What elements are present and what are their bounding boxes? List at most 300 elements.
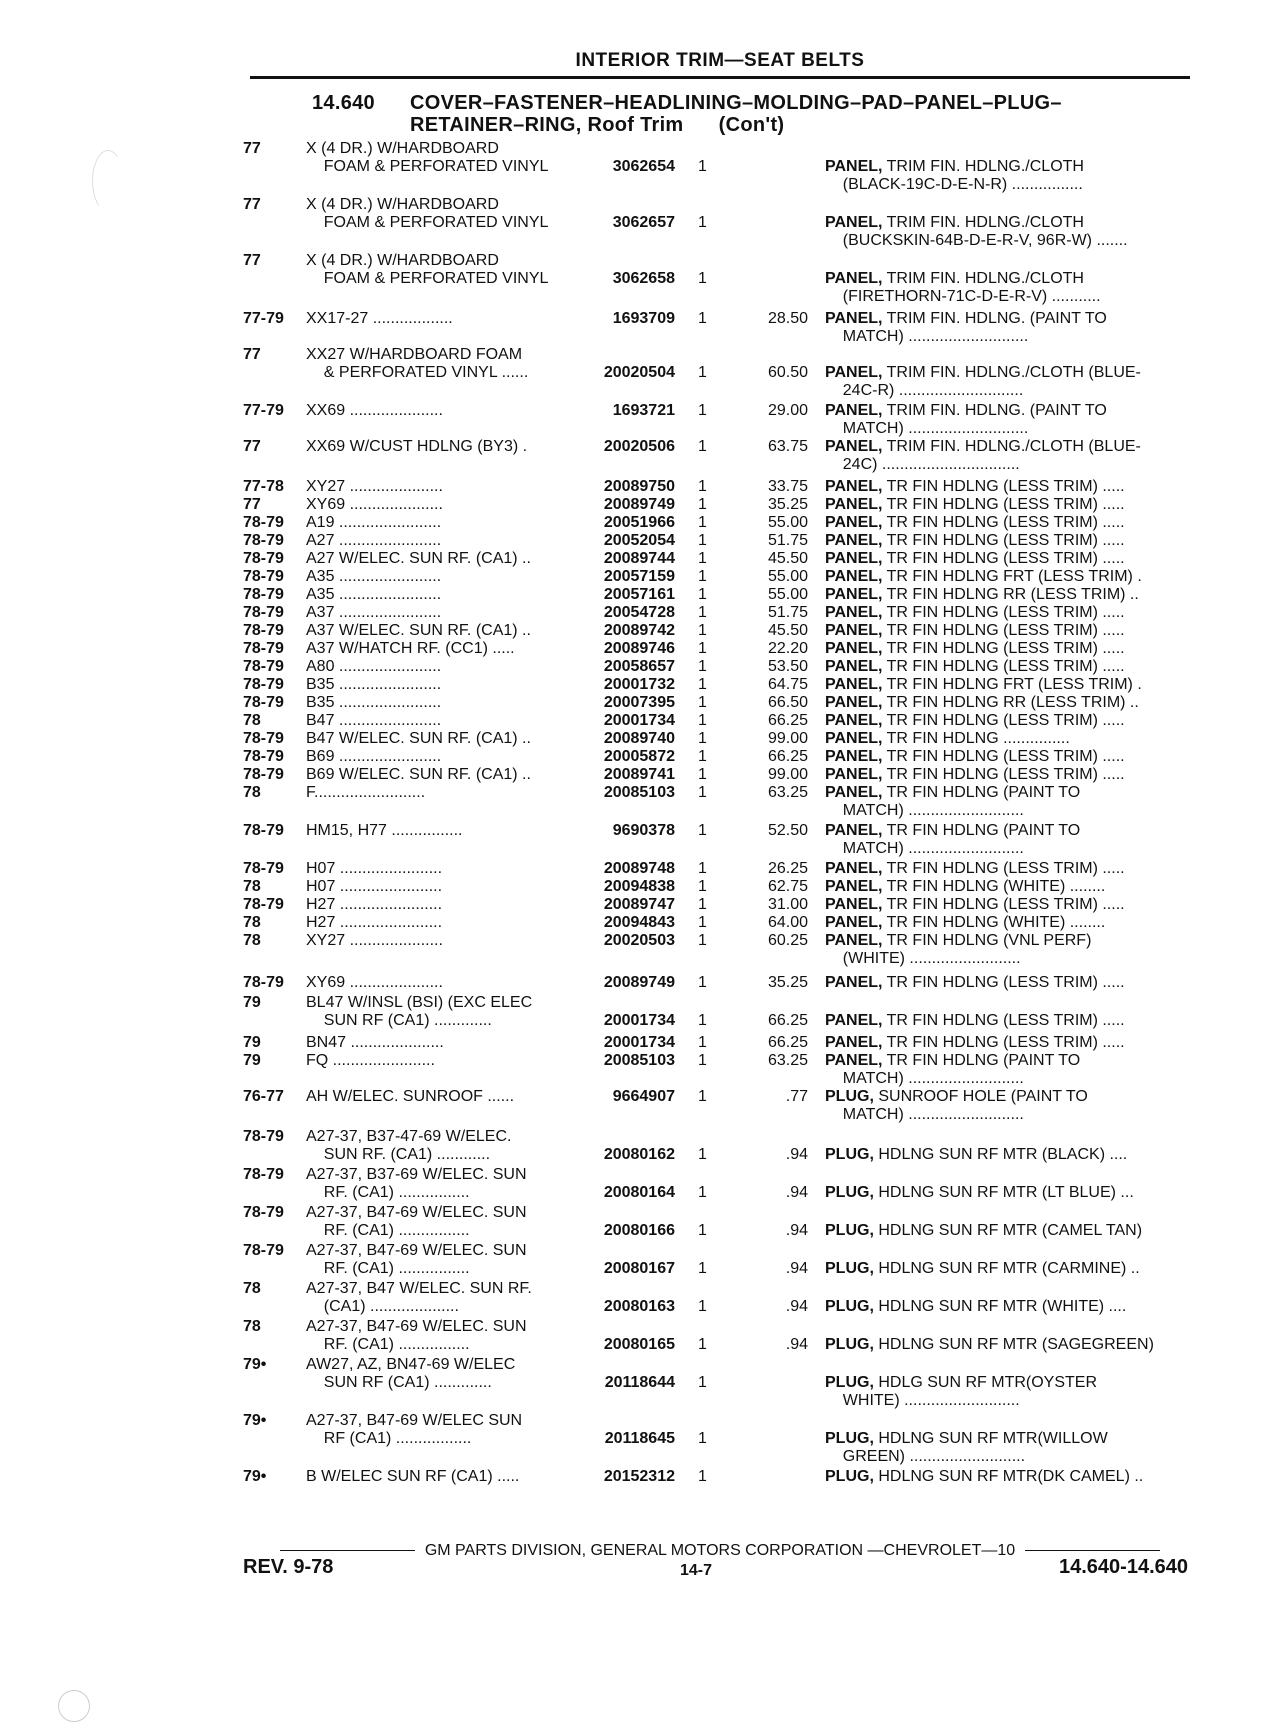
model-description: HM15, H77 ................ [306, 822, 463, 839]
quantity: 1 [698, 694, 707, 711]
quantity: 1 [698, 712, 707, 729]
part-number: 20020504 [603, 364, 675, 381]
list-price: .94 [785, 1336, 808, 1353]
list-price: 22.20 [767, 640, 808, 657]
part-name [825, 1184, 1197, 1202]
part-number: 20057159 [603, 568, 675, 585]
part-number: 3062657 [612, 214, 675, 231]
quantity: 1 [698, 1430, 707, 1447]
part-name [825, 1336, 1197, 1354]
part-name-detail: TR FIN HDLNG (LESS TRIM) ..... [882, 1012, 1125, 1029]
model-year: 79 [243, 1052, 261, 1069]
part-keyword: PANEL, [825, 604, 883, 621]
part-name-detail: TR FIN HDLNG (LESS TRIM) ..... [882, 496, 1125, 513]
part-name-detail: TR FIN HDLNG FRT (LESS TRIM) . [882, 568, 1142, 585]
list-price: .94 [785, 1184, 808, 1201]
part-name-detail: TR FIN HDLNG FRT (LESS TRIM) . [882, 676, 1142, 693]
part-name-detail: TR FIN HDLNG (LESS TRIM) ..... [882, 766, 1125, 783]
model-description: B35 ....................... [306, 676, 442, 693]
list-price: 29.00 [767, 402, 808, 419]
part-name [825, 1052, 1197, 1088]
part-name-detail: TR FIN HDLNG (WHITE) ........ [882, 914, 1106, 931]
part-name-detail: TR FIN HDLNG (LESS TRIM) ..... [882, 514, 1125, 531]
part-number: 20054728 [603, 604, 675, 621]
quantity: 1 [698, 478, 707, 495]
model-description: B69 W/ELEC. SUN RF. (CA1) .. [306, 766, 531, 783]
list-price: 33.75 [767, 478, 808, 495]
part-number: 20152312 [603, 1468, 675, 1485]
part-name-detail: TR FIN HDLNG (LESS TRIM) ..... [882, 478, 1125, 495]
part-keyword: PANEL, [825, 878, 883, 895]
part-name-detail: SUNROOF HOLE (PAINT TO MATCH) .......................... [842, 1088, 1088, 1123]
quantity: 1 [698, 860, 707, 877]
quantity: 1 [698, 1336, 707, 1353]
model-year: 78 [243, 1318, 261, 1335]
list-price: 35.25 [767, 974, 808, 991]
part-name-detail: TR FIN HDLNG (LESS TRIM) ..... [882, 550, 1125, 567]
list-price: 26.25 [767, 860, 808, 877]
model-description: A27-37, B47-69 W/ELEC. SUN RF. (CA1) ................ [306, 1242, 527, 1277]
quantity: 1 [698, 586, 707, 603]
part-name [825, 550, 1197, 568]
quantity: 1 [698, 878, 707, 895]
list-price: 35.25 [767, 496, 808, 513]
part-keyword: PANEL, [825, 478, 883, 495]
model-description: AH W/ELEC. SUNROOF ...... [306, 1088, 515, 1105]
model-description: A27-37, B37-69 W/ELEC. SUN RF. (CA1) ................ [306, 1166, 527, 1201]
model-description: A19 ....................... [306, 514, 442, 531]
part-number: 20089740 [603, 730, 675, 747]
part-name [825, 860, 1197, 878]
quantity: 1 [698, 402, 707, 419]
part-keyword: PANEL, [825, 310, 883, 327]
part-number: 20001734 [603, 1034, 675, 1051]
model-description: X (4 DR.) W/HARDBOARD FOAM & PERFORATED VINYL [306, 140, 549, 175]
quantity: 1 [698, 604, 707, 621]
model-year: 78 [243, 1280, 261, 1297]
model-year: 79 [243, 994, 261, 1011]
part-number: 20085103 [603, 784, 675, 801]
model-description: BN47 ..................... [306, 1034, 444, 1051]
model-year: 78-79 [243, 676, 284, 693]
footer-publisher-text: GM PARTS DIVISION, GENERAL MOTORS CORPORATION —CHEVROLET—10 [424, 1542, 1016, 1559]
part-number: 20089748 [603, 860, 675, 877]
part-number: 20089746 [603, 640, 675, 657]
list-price: 51.75 [767, 604, 808, 621]
part-keyword: PANEL, [825, 694, 883, 711]
section-title-text1: COVER–FASTENER–HEADLINING–MOLDING–PAD–PANEL–PLUG– [410, 92, 1062, 114]
part-name [825, 514, 1197, 532]
model-year: 78 [243, 784, 261, 801]
list-price: 55.00 [767, 514, 808, 531]
model-year: 76-77 [243, 1088, 284, 1105]
part-keyword: PANEL, [825, 932, 883, 949]
model-description: A27-37, B47-69 W/ELEC SUN RF (CA1) ................. [306, 1412, 523, 1447]
list-price: .94 [785, 1222, 808, 1239]
model-year: 78-79 [243, 622, 284, 639]
model-description: AW27, AZ, BN47-69 W/ELEC SUN RF (CA1) ............. [306, 1356, 516, 1391]
part-name [825, 1034, 1197, 1052]
quantity: 1 [698, 640, 707, 657]
model-year: 77-79 [243, 310, 284, 327]
model-year: 78-79 [243, 640, 284, 657]
part-number: 20118645 [604, 1430, 675, 1447]
list-price: 66.25 [767, 1034, 808, 1051]
part-name [825, 496, 1197, 514]
part-keyword: PLUG, [825, 1184, 874, 1201]
quantity: 1 [698, 784, 707, 801]
model-description: XY27 ..................... [306, 478, 443, 495]
part-name-detail: TR FIN HDLNG (PAINT TO MATCH) .......................... [842, 1052, 1081, 1087]
part-keyword: PANEL, [825, 860, 883, 877]
part-keyword: PANEL, [825, 438, 883, 455]
model-year: 78-79 [243, 514, 284, 531]
part-keyword: PANEL, [825, 730, 883, 747]
model-description: H27 ....................... [306, 896, 443, 913]
part-name-detail: TR FIN HDLNG (LESS TRIM) ..... [882, 712, 1125, 729]
part-number: 20001734 [603, 1012, 675, 1029]
part-number: 20118644 [604, 1374, 675, 1391]
model-year: 77-79 [243, 402, 284, 419]
model-year: 78-79 [243, 896, 284, 913]
part-number: 20080166 [603, 1222, 675, 1239]
part-keyword: PANEL, [825, 974, 883, 991]
model-description: X (4 DR.) W/HARDBOARD FOAM & PERFORATED VINYL [306, 196, 549, 231]
part-name [825, 604, 1197, 622]
list-price: 31.00 [767, 896, 808, 913]
margin-punch-mark [58, 1690, 90, 1722]
model-description: BL47 W/INSL (BSI) (EXC ELEC SUN RF (CA1) ............. [306, 994, 533, 1029]
part-keyword: PANEL, [825, 586, 883, 603]
part-name-detail: TR FIN HDLNG (LESS TRIM) ..... [882, 896, 1125, 913]
part-number: 20094843 [603, 914, 675, 931]
model-year: 77-78 [243, 478, 284, 495]
model-year: 78-79 [243, 532, 284, 549]
model-description: A37 ....................... [306, 604, 442, 621]
part-name-detail: TR FIN HDLNG (LESS TRIM) ..... [882, 604, 1125, 621]
model-description: A35 ....................... [306, 586, 442, 603]
quantity: 1 [698, 270, 707, 287]
part-name-detail: TRIM FIN. HDLNG./CLOTH (BLUE- 24C-R) ............................ [842, 364, 1141, 399]
model-year: 78-79 [243, 1166, 284, 1183]
quantity: 1 [698, 1012, 707, 1029]
part-name-detail: TR FIN HDLNG (PAINT TO MATCH) .......................... [842, 784, 1081, 819]
list-price: 99.00 [767, 766, 808, 783]
list-price: .77 [785, 1088, 808, 1105]
part-name [825, 748, 1197, 766]
part-keyword: PANEL, [825, 676, 883, 693]
list-price: 28.50 [767, 310, 808, 327]
part-keyword: PLUG, [825, 1298, 874, 1315]
section-title-text2: RETAINER–RING, Roof Trim [410, 114, 684, 136]
part-keyword: PANEL, [825, 640, 883, 657]
model-description: A27-37, B47-69 W/ELEC. SUN RF. (CA1) ................ [306, 1318, 527, 1353]
part-number: 20020503 [603, 932, 675, 949]
part-keyword: PANEL, [825, 748, 883, 765]
part-number: 20057161 [603, 586, 675, 603]
list-price: 66.50 [767, 694, 808, 711]
part-name [825, 896, 1197, 914]
part-keyword: PANEL, [825, 712, 883, 729]
quantity: 1 [698, 1374, 707, 1391]
quantity: 1 [698, 1088, 707, 1105]
list-price: 66.25 [767, 1012, 808, 1029]
part-name [825, 568, 1197, 586]
part-name [825, 270, 1197, 306]
model-year: 78-79 [243, 550, 284, 567]
part-number: 20080163 [603, 1298, 675, 1315]
model-year: 78 [243, 712, 261, 729]
part-name [825, 712, 1197, 730]
part-name-detail: HDLNG SUN RF MTR (BLACK) .... [873, 1146, 1128, 1163]
list-price: .94 [785, 1298, 808, 1315]
part-keyword: PANEL, [825, 402, 883, 419]
list-price: 55.00 [767, 586, 808, 603]
part-number: 20089742 [603, 622, 675, 639]
model-year: 77 [243, 196, 261, 213]
footer-rule-left [280, 1550, 415, 1551]
part-keyword: PLUG, [825, 1088, 874, 1105]
part-number: 20058657 [603, 658, 675, 675]
part-name [825, 478, 1197, 496]
quantity: 1 [698, 1184, 707, 1201]
part-name-detail: TRIM FIN. HDLNG./CLOTH (BUCKSKIN-64B-D-E-R-V, 96R-W) ....... [842, 214, 1128, 249]
part-name [825, 676, 1197, 694]
quantity: 1 [698, 1222, 707, 1239]
margin-punch-mark [92, 150, 124, 212]
part-name [825, 1088, 1197, 1124]
list-price: 45.50 [767, 622, 808, 639]
model-description: XX17-27 .................. [306, 310, 453, 327]
part-keyword: PANEL, [825, 1012, 883, 1029]
model-year: 78-79 [243, 766, 284, 783]
part-number: 20080167 [603, 1260, 675, 1277]
quantity: 1 [698, 766, 707, 783]
part-name-detail: HDLNG SUN RF MTR(DK CAMEL) .. [873, 1468, 1144, 1485]
model-year: 77 [243, 496, 261, 513]
part-name [825, 158, 1197, 194]
part-name [825, 784, 1197, 820]
part-name [825, 932, 1197, 968]
quantity: 1 [698, 438, 707, 455]
part-name [825, 214, 1197, 250]
part-number: 9690378 [612, 822, 675, 839]
part-name-detail: TRIM FIN. HDLNG. (PAINT TO MATCH) ........................... [842, 402, 1107, 437]
quantity: 1 [698, 1260, 707, 1277]
list-price: 53.50 [767, 658, 808, 675]
part-name-detail: HDLNG SUN RF MTR (CAMEL TAN) [873, 1222, 1143, 1239]
part-name-detail: TR FIN HDLNG RR (LESS TRIM) .. [882, 586, 1139, 603]
model-description: H27 ....................... [306, 914, 443, 931]
list-price: 55.00 [767, 568, 808, 585]
list-price: .94 [785, 1260, 808, 1277]
part-name [825, 1222, 1197, 1240]
part-keyword: PANEL, [825, 270, 883, 287]
footer-section-range: 14.640-14.640 [1058, 1556, 1188, 1578]
model-year: 78 [243, 932, 261, 949]
model-description: A27-37, B37-47-69 W/ELEC. SUN RF. (CA1) ............ [306, 1128, 512, 1163]
model-description: XY69 ..................... [306, 496, 443, 513]
model-year: 77 [243, 346, 261, 363]
part-name-detail: HDLNG SUN RF MTR (LT BLUE) ... [873, 1184, 1134, 1201]
model-description: H07 ....................... [306, 860, 443, 877]
part-name [825, 1146, 1197, 1164]
model-description: A37 W/ELEC. SUN RF. (CA1) .. [306, 622, 531, 639]
part-number: 20052054 [603, 532, 675, 549]
part-name [825, 974, 1197, 992]
part-name-detail: TR FIN HDLNG (LESS TRIM) ..... [882, 658, 1125, 675]
part-number: 1693709 [612, 310, 675, 327]
list-price: 60.50 [767, 364, 808, 381]
part-name [825, 640, 1197, 658]
list-price: 62.75 [767, 878, 808, 895]
part-name [825, 878, 1197, 896]
model-description: XX69 ..................... [306, 402, 443, 419]
list-price: 64.75 [767, 676, 808, 693]
model-description: B W/ELEC SUN RF (CA1) ..... [306, 1468, 520, 1485]
list-price: 64.00 [767, 914, 808, 931]
list-price: 52.50 [767, 822, 808, 839]
model-year: 77 [243, 438, 261, 455]
model-year: 78-79 [243, 822, 284, 839]
model-year: 78-79 [243, 730, 284, 747]
part-number: 20001734 [603, 712, 675, 729]
part-keyword: PANEL, [825, 364, 883, 381]
part-number: 20080164 [603, 1184, 675, 1201]
part-name [825, 1430, 1197, 1466]
part-name [825, 1468, 1197, 1486]
part-number: 20001732 [603, 676, 675, 693]
model-description: B35 ....................... [306, 694, 442, 711]
part-keyword: PANEL, [825, 896, 883, 913]
quantity: 1 [698, 214, 707, 231]
part-number: 20089750 [603, 478, 675, 495]
part-name-detail: TR FIN HDLNG (LESS TRIM) ..... [882, 974, 1125, 991]
part-keyword: PANEL, [825, 532, 883, 549]
part-number: 20089749 [603, 496, 675, 513]
part-name [825, 822, 1197, 858]
model-description: XY69 ..................... [306, 974, 443, 991]
list-price: 63.75 [767, 438, 808, 455]
part-name [825, 586, 1197, 604]
model-year: 78-79 [243, 1242, 284, 1259]
model-year: 78-79 [243, 860, 284, 877]
model-year: 78-79 [243, 1204, 284, 1221]
section-title-line1 [312, 92, 1062, 114]
part-number: 20051966 [603, 514, 675, 531]
part-name-detail: TRIM FIN. HDLNG./CLOTH (BLUE- 24C) ............................... [842, 438, 1141, 473]
part-number: 20080165 [603, 1336, 675, 1353]
part-name [825, 438, 1197, 474]
quantity: 1 [698, 914, 707, 931]
model-description: XX69 W/CUST HDLNG (BY3) . [306, 438, 528, 455]
model-year: 78-79 [243, 568, 284, 585]
part-number: 20080162 [603, 1146, 675, 1163]
model-year: 77 [243, 252, 261, 269]
quantity: 1 [698, 974, 707, 991]
model-description: B69 ....................... [306, 748, 442, 765]
list-price: 66.25 [767, 712, 808, 729]
part-keyword: PANEL, [825, 568, 883, 585]
part-name [825, 730, 1197, 748]
model-year: 78-79 [243, 974, 284, 991]
list-price: 63.25 [767, 1052, 808, 1069]
model-year: 79• [243, 1468, 267, 1485]
part-name [825, 364, 1197, 400]
model-description: XX27 W/HARDBOARD FOAM & PERFORATED VINYL ...... [306, 346, 529, 381]
quantity: 1 [698, 514, 707, 531]
model-description: FQ ....................... [306, 1052, 435, 1069]
part-number: 20085103 [603, 1052, 675, 1069]
quantity: 1 [698, 748, 707, 765]
model-description: B47 ....................... [306, 712, 442, 729]
part-name-detail: TR FIN HDLNG (LESS TRIM) ..... [882, 622, 1125, 639]
quantity: 1 [698, 622, 707, 639]
model-year: 79 [243, 1034, 261, 1051]
part-name-detail: HDLG SUN RF MTR(OYSTER WHITE) .......................... [842, 1374, 1098, 1409]
part-keyword: PLUG, [825, 1336, 874, 1353]
section-title-line2 [312, 114, 1062, 136]
part-keyword: PLUG, [825, 1222, 874, 1239]
model-description: XY27 ..................... [306, 932, 443, 949]
quantity: 1 [698, 550, 707, 567]
part-name-detail: TRIM FIN. HDLNG./CLOTH (FIRETHORN-71C-D-E-R-V) ........... [842, 270, 1101, 305]
model-description: A27-37, B47-69 W/ELEC. SUN RF. (CA1) ................ [306, 1204, 527, 1239]
model-year: 78 [243, 878, 261, 895]
quantity: 1 [698, 310, 707, 327]
list-price: 51.75 [767, 532, 808, 549]
footer-page-number: 14-7 [680, 1562, 713, 1579]
part-name-detail: TR FIN HDLNG (LESS TRIM) ..... [882, 1034, 1125, 1051]
part-name-detail: TR FIN HDLNG ............... [882, 730, 1070, 747]
part-name-detail: TR FIN HDLNG (LESS TRIM) ..... [882, 748, 1125, 765]
model-year: 79• [243, 1412, 267, 1429]
model-year: 78-79 [243, 658, 284, 675]
section-title [312, 92, 1062, 136]
quantity: 1 [698, 1052, 707, 1069]
part-name-detail: HDLNG SUN RF MTR (CARMINE) .. [873, 1260, 1140, 1277]
model-year: 78-79 [243, 586, 284, 603]
part-name [825, 532, 1197, 550]
part-keyword: PANEL, [825, 658, 883, 675]
quantity: 1 [698, 658, 707, 675]
part-name-detail: TR FIN HDLNG RR (LESS TRIM) .. [882, 694, 1139, 711]
part-keyword: PANEL, [825, 158, 883, 175]
section-cont: (Con't) [718, 114, 785, 136]
quantity: 1 [698, 496, 707, 513]
quantity: 1 [698, 1034, 707, 1051]
model-year: 78-79 [243, 1128, 284, 1145]
part-name [825, 310, 1197, 346]
part-name [825, 1260, 1197, 1278]
model-description: A37 W/HATCH RF. (CC1) ..... [306, 640, 515, 657]
part-name-detail: TRIM FIN. HDLNG./CLOTH (BLACK-19C-D-E-N-R) ................ [842, 158, 1084, 193]
model-description: A27 ....................... [306, 532, 442, 549]
part-keyword: PLUG, [825, 1146, 874, 1163]
part-name [825, 658, 1197, 676]
quantity: 1 [698, 896, 707, 913]
quantity: 1 [698, 532, 707, 549]
model-year: 78 [243, 914, 261, 931]
quantity: 1 [698, 822, 707, 839]
part-number: 1693721 [612, 402, 675, 419]
part-name-detail: TR FIN HDLNG (VNL PERF) (WHITE) ......................... [842, 932, 1092, 967]
part-number: 20020506 [603, 438, 675, 455]
part-name-detail: TR FIN HDLNG (LESS TRIM) ..... [882, 532, 1125, 549]
section-number: 14.640 [312, 92, 375, 114]
part-name [825, 1012, 1197, 1030]
part-number: 20089749 [603, 974, 675, 991]
